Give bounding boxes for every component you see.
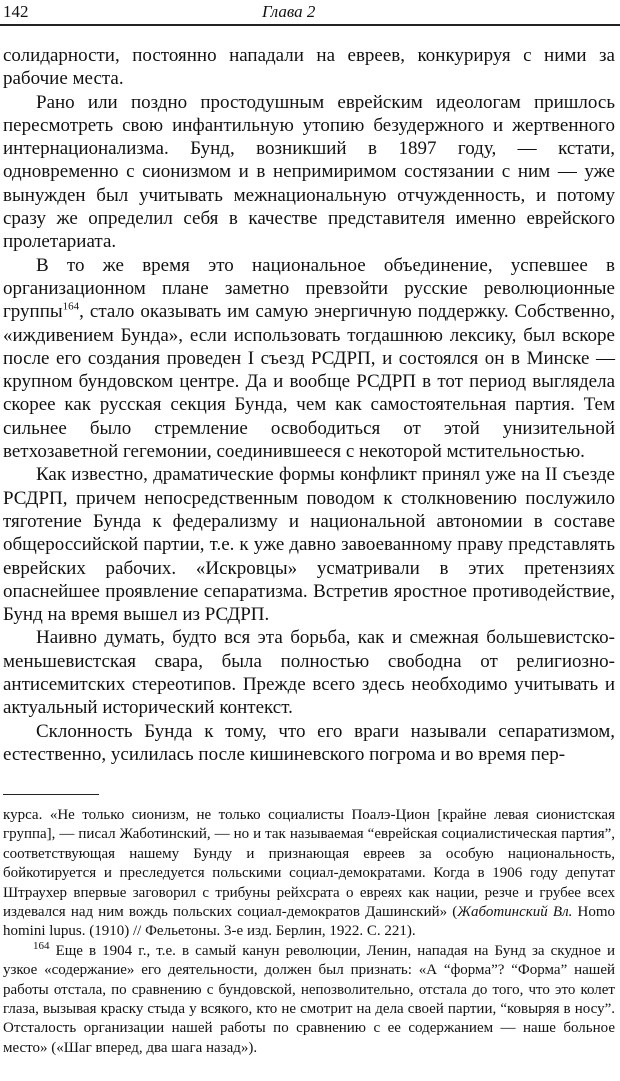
paragraph-5: Наивно думать, будто вся эта борьба, как и смежная большевистско-меньшевистская свара, была полностью свободна от религиозно-антисемитских стереотипов. Прежде всего здесь необходимо учитывать и актуальный исторический контекст. xyxy=(3,627,615,719)
paragraph-3-part-2: , стало оказывать им самую энергичную поддержку. Собственно, «иждивением Бунда», если использовать тогдашнюю лексику, был вскоре после его создания проведен I съезд РСДРП, и состоялся он в Минске — крупном бундовском центре. Да и вообще РСДРП в тот период выглядела скорее как русская секция Бунда, чем как самостоятельная партия. Тем сильнее было стремление освободиться от этой унизительной ветхозаветной гегемонии, соединившееся с некоторой мстительностью. xyxy=(3,301,615,463)
footnote-continuation-part-1: курса. «Не только сионизм, не только социалисты Поалэ-Цион [крайне левая сионистская группа], — писал Жаботинский, — но и так называемая “еврейская социалистическая партия”, соответствующая нашему Бунду и признающая евреев за особую национальность, бойкотируется и преследуется польскими социал-демократами. Когда в 1906 году депутат Штраухер впервые заговорил с трибуны рейхсрата о евреях как нации, резче и грубее всех издевался над ним вождь польских социал-демократов Дашинский» ( xyxy=(3,807,615,921)
page-header xyxy=(0,0,620,26)
paragraph-2: Рано или поздно простодушным еврейским идеологам пришлось пересмотреть свою инфантильную утопию безудержного и жертвенного интернационализма. Бунд, возникший в 1897 году, — кстати, одновременно с сионизмом и в непримиримом состязании с ним — уже вынужден был учитывать межнациональную отчужденность, и потому сразу же определил себя в качестве представителя именно еврейского пролетариата. xyxy=(3,91,615,253)
main-text xyxy=(3,44,615,766)
paragraph-3-part-1: В то же время это национальное объединение, успевшее в организационном плане заметно превзойти русские революционные группы xyxy=(3,254,615,323)
paragraph-3 xyxy=(3,254,615,464)
paragraph-4: Как известно, драматические формы конфликт принял уже на II съезде РСДРП, причем непосредственным поводом к столкновению послужило тяготение Бунда к федерализму и национальной автономии в составе общероссийской партии, т.е. к уже давно завоеванному праву представлять еврейских рабочих. «Искровцы» усматривали в этих претензиях опаснейшее проявление сепаратизма. Встретив яростное противодействие, Бунд на время вышел из РСДРП. xyxy=(3,464,615,626)
footnote-ref-164: 164 xyxy=(62,300,80,313)
footnote-164 xyxy=(3,939,615,1058)
footnote-continuation xyxy=(3,806,615,942)
footnote-continuation-part-2: Homo homini lupus. (1910) // Фельетоны. 3-е изд. Берлин, 1922. С. 221). xyxy=(3,904,615,940)
footnote-164-mark: 164 xyxy=(33,939,50,952)
paragraph-1: солидарности, постоянно нападали на евреев, конкурируя с ними за рабочие места. xyxy=(3,45,615,90)
page-number: 142 xyxy=(3,2,29,21)
paragraph-6: Склонность Бунда к тому, что его враги называли сепаратизмом, естественно, усилилась после кишиневского погрома и во время пер- xyxy=(3,720,615,765)
footnote-164-text: Еще в 1904 г., т.е. в самый канун революции, Ленин, нападая на Бунд за скудное и узкое «содержание» его деятельности, должен был признать: «А “форма”? “Форма” нашей работы отстала, по сравнению с бундовской, непозволительно, отстала до того, что это колет глаза, вызывая краску стыда у всякого, кто не смотрит на дела своей партии, “ковыряя в носу”. Отсталость организации нашей работы по сравнению с ее содержанием — наше больное место» («Шаг вперед, два шага назад»). xyxy=(3,942,615,1056)
running-title: Глава 2 xyxy=(262,2,316,21)
footnote-author: Жаботинский Вл. xyxy=(457,904,573,921)
header-rule xyxy=(0,24,620,26)
footnotes xyxy=(3,806,615,1058)
footnote-separator xyxy=(3,794,99,795)
